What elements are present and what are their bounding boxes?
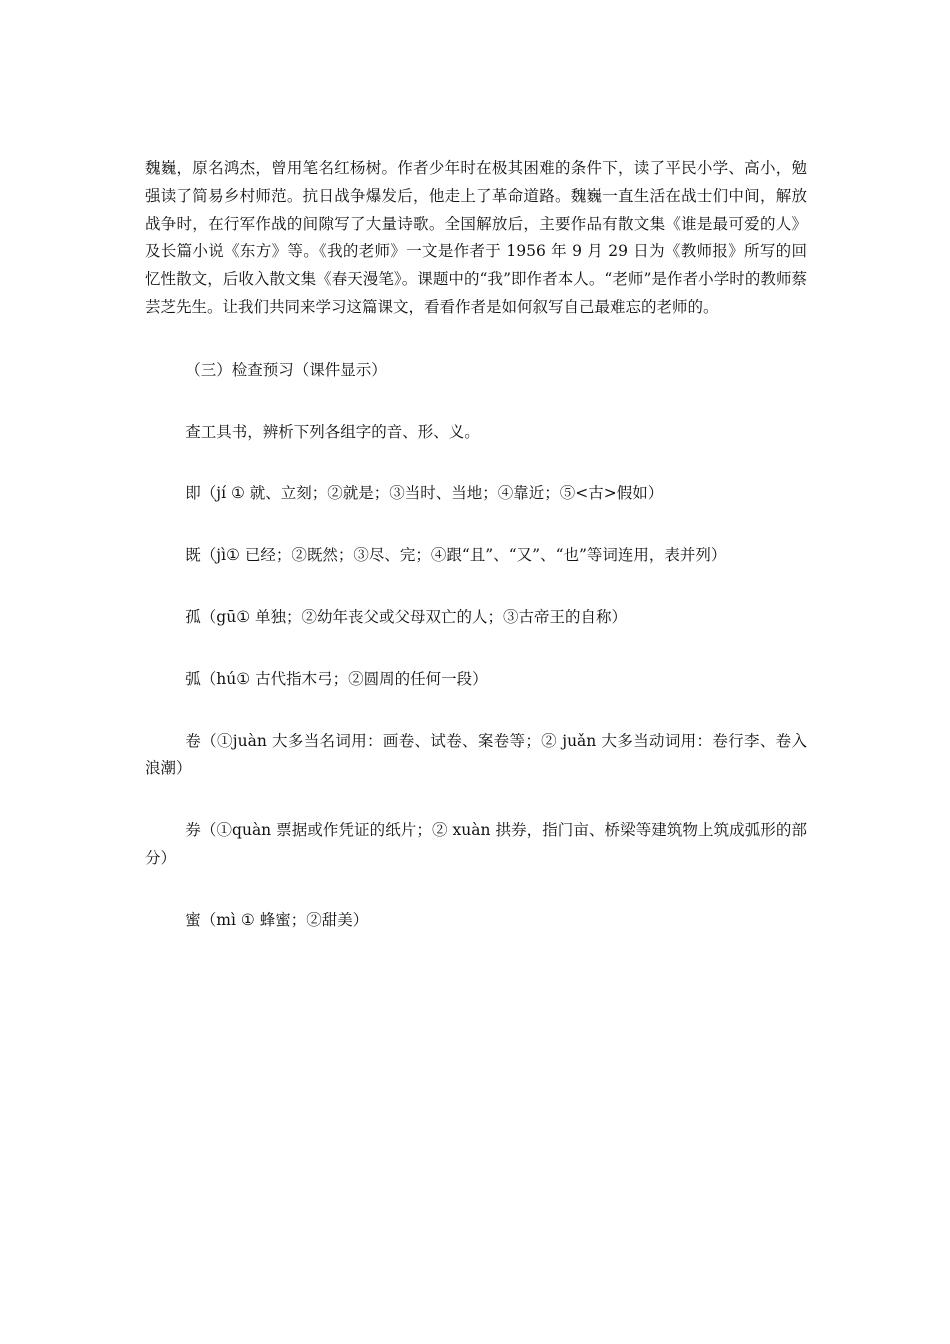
- entry-juan-scroll: 卷（①juàn 大多当名词用：画卷、试卷、案卷等；② juǎn 大多当动词用：卷行李、卷入浪潮）: [145, 731, 807, 778]
- entry-mi-honey: 蜜（mì ① 蜂蜜；②甜美）: [185, 910, 369, 929]
- entry-hu-arc: 弧（hú① 古代指木弓；②圆周的任何一段）: [185, 669, 488, 688]
- intro-paragraph: 魏巍，原名鸿杰，曾用笔名红杨树。作者少年时在极其困难的条件下，读了平民小学、高小，勉强读了简易乡村师范。抗日战争爆发后，他走上了革命道路。魏巍一直生活在战士们中间，解放战争时，在行军作战的间隙写了大量诗歌。全国解放后，主要作品有散文集《谁是最可爱的人》及长篇小说《东方》等。《我的老师》一文是作者于 1956 年 9 月 29 日为《教师报》所写的回忆性散文，后收入散文集《春天漫笔》。课题中的“我”即作者本人。“老师”是作者小学时的教师蔡芸芝先生。让我们共同来学习这篇课文，看看作者是如何叙写自己最难忘的老师的。: [145, 159, 807, 316]
- document-page: [145, 155, 807, 935]
- entry-gu-alone: 孤（gū① 单独；②幼年丧父或父母双亡的人；③古帝王的自称）: [185, 607, 628, 626]
- entry-quan-ticket: 券（①quàn 票据或作凭证的纸片；② xuàn 拱券，指门亩、桥梁等建筑物上筑成弧形的部分）: [145, 821, 807, 867]
- task-instruction: 查工具书，辨析下列各组字的音、形、义。: [185, 422, 480, 441]
- section-heading: （三）检查预习（课件显示）: [185, 360, 387, 379]
- entry-ji-already: 既（jì① 已经；②既然；③尽、完；④跟“且”、“又”、“也”等词连用，表并列）: [185, 546, 727, 565]
- entry-ji-immediate: 即（jí ① 就、立刻；②就是；③当时、当地；④靠近；⑤<古>假如）: [185, 484, 664, 503]
